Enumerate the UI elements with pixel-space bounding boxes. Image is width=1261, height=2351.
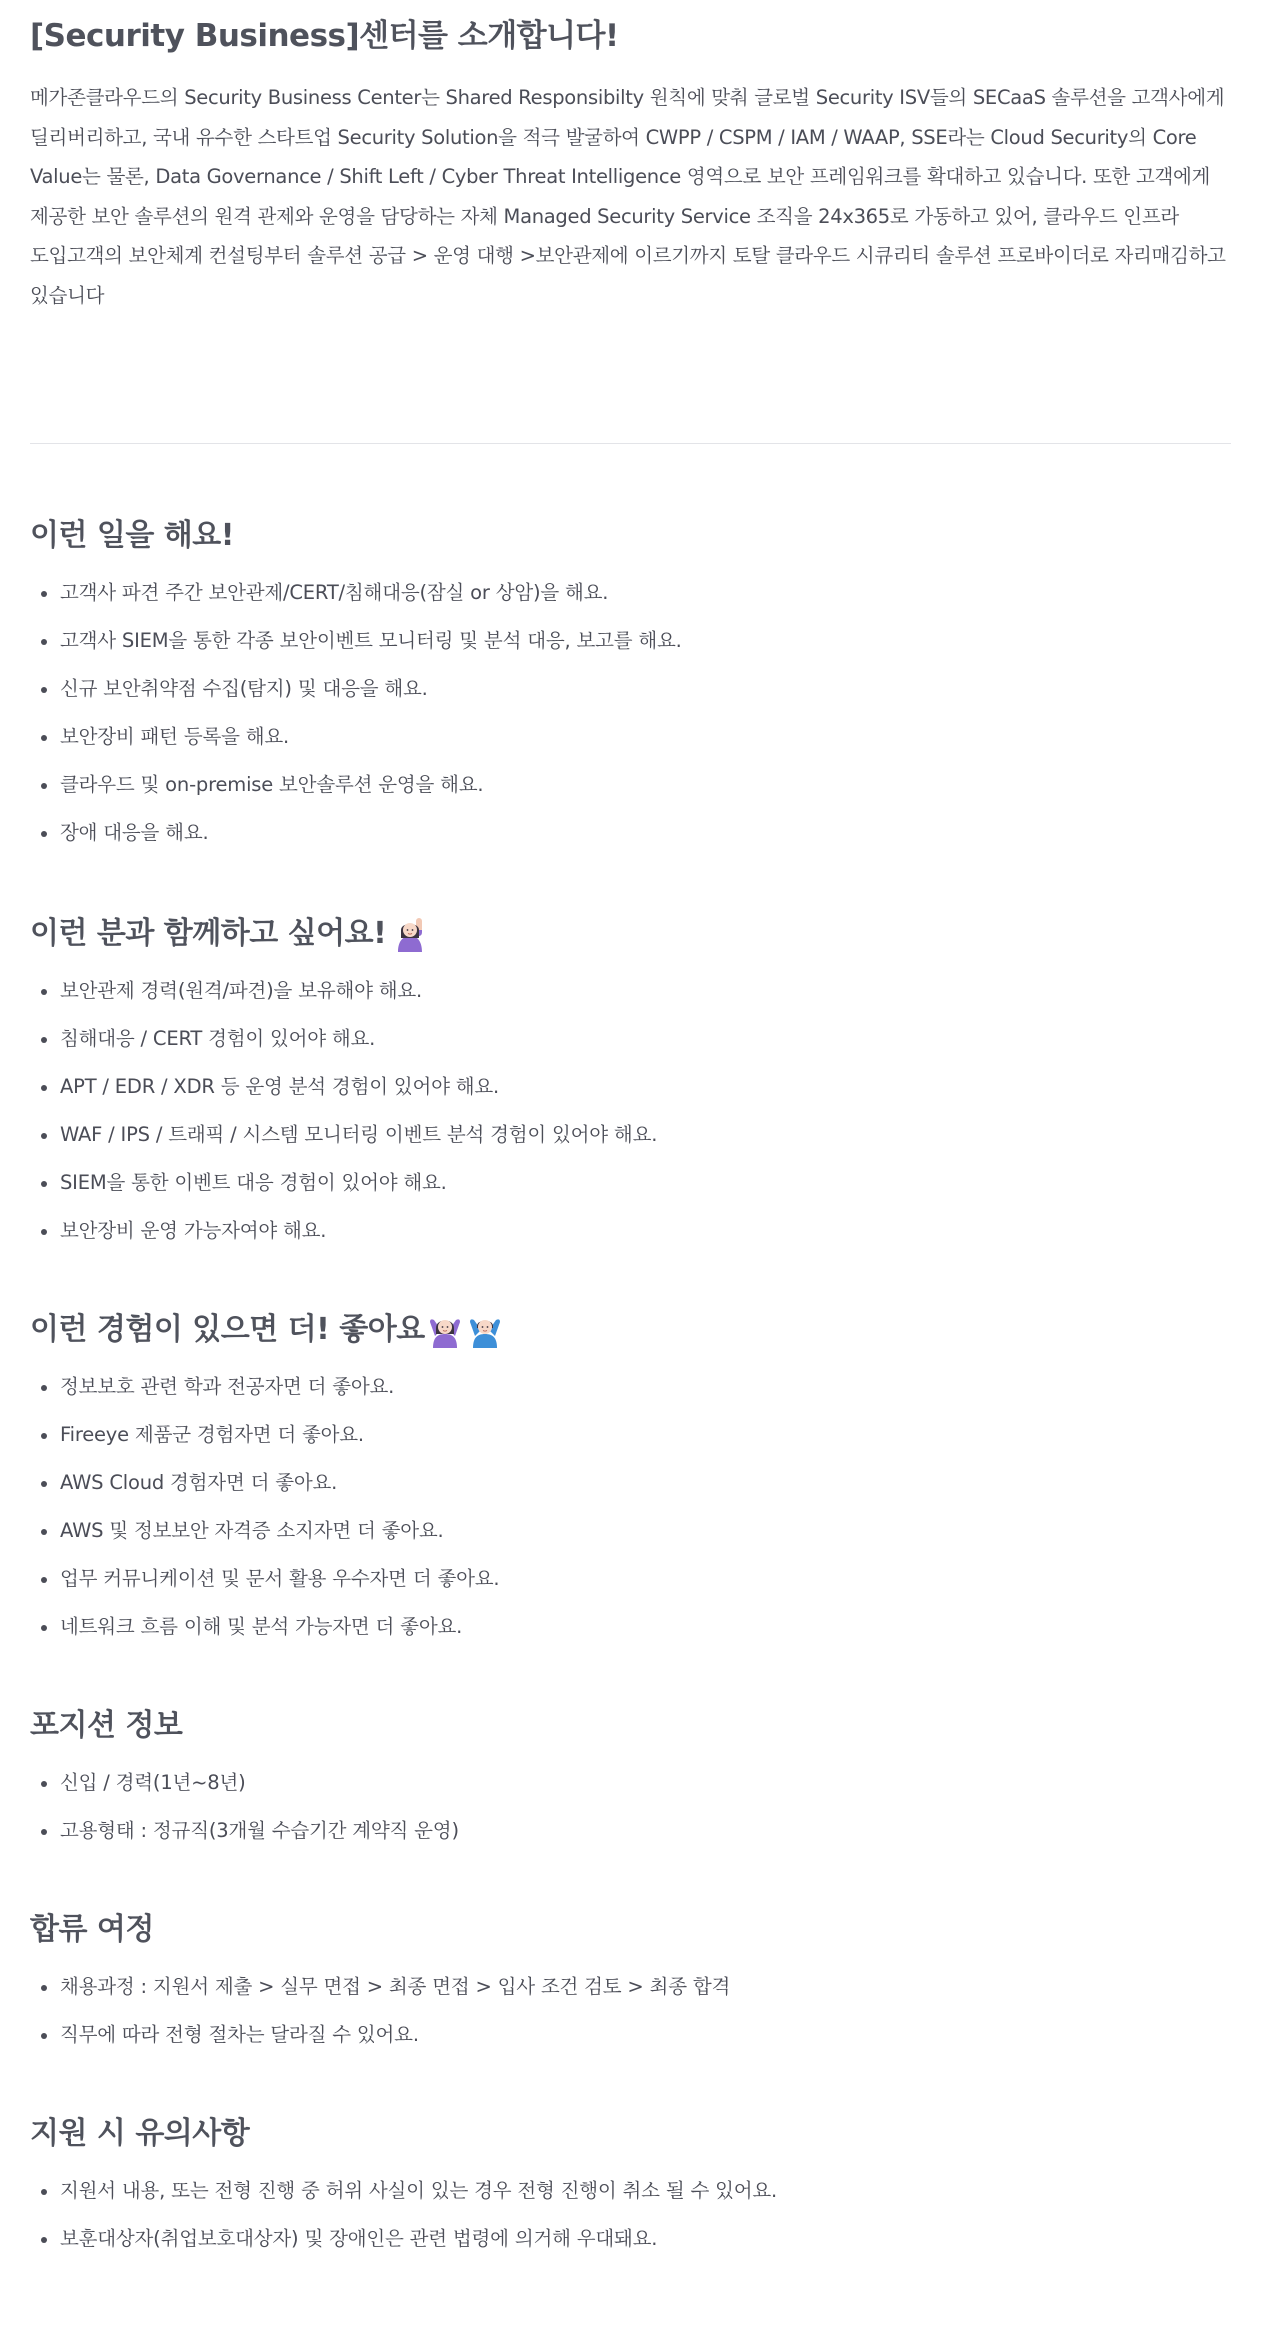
section-position-info	[30, 1704, 1231, 1844]
list-item: 고객사 SIEM을 통한 각종 보안이벤트 모니터링 및 분석 대응, 보고를 해요.	[30, 628, 1231, 654]
heading-text: 이런 경험이 있으면 더! 좋아요	[30, 1312, 425, 1347]
section-application-notes	[30, 2112, 1231, 2252]
section-heading-preferred	[30, 1308, 1231, 1352]
list-item: 지원서 내용, 또는 전형 진행 중 허위 사실이 있는 경우 전형 진행이 취소 될 수 있어요.	[30, 2178, 1231, 2204]
section-qualifications	[30, 912, 1231, 1244]
list-item: 네트워크 흐름 이해 및 분석 가능자면 더 좋아요.	[30, 1614, 1231, 1640]
preferred-list	[30, 1374, 1231, 1640]
list-item: 업무 커뮤니케이션 및 문서 활용 우수자면 더 좋아요.	[30, 1566, 1231, 1592]
list-item: 보안관제 경력(원격/파견)을 보유해야 해요.	[30, 978, 1231, 1004]
list-item: 보안장비 운영 가능자여야 해요.	[30, 1218, 1231, 1244]
intro-paragraph: 메가존클라우드의 Security Business Center는 Shared Responsibilty 원칙에 맞춰 글로벌 Security ISV들의 SECaaS 솔루션을 고객사에게 딜리버리하고, 국내 유수한 스타트업 Security Solution을 적극 발굴하여 CWPP / CSPM / IAM / WAAP, SSE라는 Cloud Security의 Core Value는 물론, Data Governance / Shift Left / Cyber Threat Intelligence 영역으로 보안 프레임워크를 확대하고 있습니다. 또한 고객에게 제공한 보안 솔루션의 원격 관제와 운영을 담당하는 자체 Managed Security Service 조직을 24x365로 가동하고 있어, 클라우드 인프라 도입고객의 보안체계 컨설팅부터 솔루션 공급 > 운영 대행 >보안관제에 이르기까지 토탈 클라우드 시큐리티 솔루션 프로바이더로 자리매김하고 있습니다	[30, 86, 1226, 307]
responsibilities-list	[30, 580, 1231, 846]
list-item: 직무에 따라 전형 절차는 달라질 수 있어요.	[30, 2022, 1231, 2048]
list-item: 정보보호 관련 학과 전공자면 더 좋아요.	[30, 1374, 1231, 1400]
list-item: 보훈대상자(취업보호대상자) 및 장애인은 관련 법령에 의거해 우대돼요.	[30, 2226, 1231, 2252]
list-item: 클라우드 및 on-premise 보안솔루션 운영을 해요.	[30, 772, 1231, 798]
heading-text: 지원 시 유의사항	[30, 2116, 250, 2151]
person-raising-hand-icon	[392, 916, 428, 952]
list-item: 고용형태 : 정규직(3개월 수습기간 계약직 운영)	[30, 1818, 1231, 1844]
heading-text: 이런 분과 함께하고 싶어요!	[30, 916, 387, 951]
heading-text: 합류 여정	[30, 1912, 154, 1947]
list-item: Fireeye 제품군 경험자면 더 좋아요.	[30, 1422, 1231, 1448]
list-item: 보안장비 패턴 등록을 해요.	[30, 724, 1231, 750]
heading-text: 포지션 정보	[30, 1708, 183, 1743]
page-title: [Security Business]센터를 소개합니다!	[30, 18, 619, 54]
section-hiring-process	[30, 1908, 1231, 2048]
application-notes-list	[30, 2178, 1231, 2252]
position-info-list	[30, 1770, 1231, 1844]
section-heading-application-notes	[30, 2112, 1231, 2156]
list-item: 신규 보안취약점 수집(탐지) 및 대응을 해요.	[30, 676, 1231, 702]
list-item: 장애 대응을 해요.	[30, 820, 1231, 846]
person-gesturing-ok-icon	[427, 1312, 463, 1348]
hiring-process-list	[30, 1974, 1231, 2048]
section-heading-hiring-process	[30, 1908, 1231, 1952]
list-item: 침해대응 / CERT 경험이 있어야 해요.	[30, 1026, 1231, 1052]
list-item: 신입 / 경력(1년~8년)	[30, 1770, 1231, 1796]
section-preferred	[30, 1308, 1231, 1640]
list-item: AWS Cloud 경험자면 더 좋아요.	[30, 1470, 1231, 1496]
section-responsibilities	[30, 514, 1231, 846]
section-heading-responsibilities	[30, 514, 1231, 558]
list-item: 채용과정 : 지원서 제출 > 실무 면접 > 최종 면접 > 입사 조건 검토 > 최종 합격	[30, 1974, 1231, 2000]
section-heading-qualifications	[30, 912, 1231, 956]
list-item: WAF / IPS / 트래픽 / 시스템 모니터링 이벤트 분석 경험이 있어야 해요.	[30, 1122, 1231, 1148]
person-gesturing-ok-blue-icon	[467, 1312, 503, 1348]
list-item: APT / EDR / XDR 등 운영 분석 경험이 있어야 해요.	[30, 1074, 1231, 1100]
list-item: SIEM을 통한 이벤트 대응 경험이 있어야 해요.	[30, 1170, 1231, 1196]
list-item: AWS 및 정보보안 자격증 소지자면 더 좋아요.	[30, 1518, 1231, 1544]
section-heading-position-info	[30, 1704, 1231, 1748]
qualifications-list	[30, 978, 1231, 1244]
heading-text: 이런 일을 해요!	[30, 518, 234, 553]
list-item: 고객사 파견 주간 보안관제/CERT/침해대응(잠실 or 상암)을 해요.	[30, 580, 1231, 606]
section-divider	[30, 443, 1231, 444]
